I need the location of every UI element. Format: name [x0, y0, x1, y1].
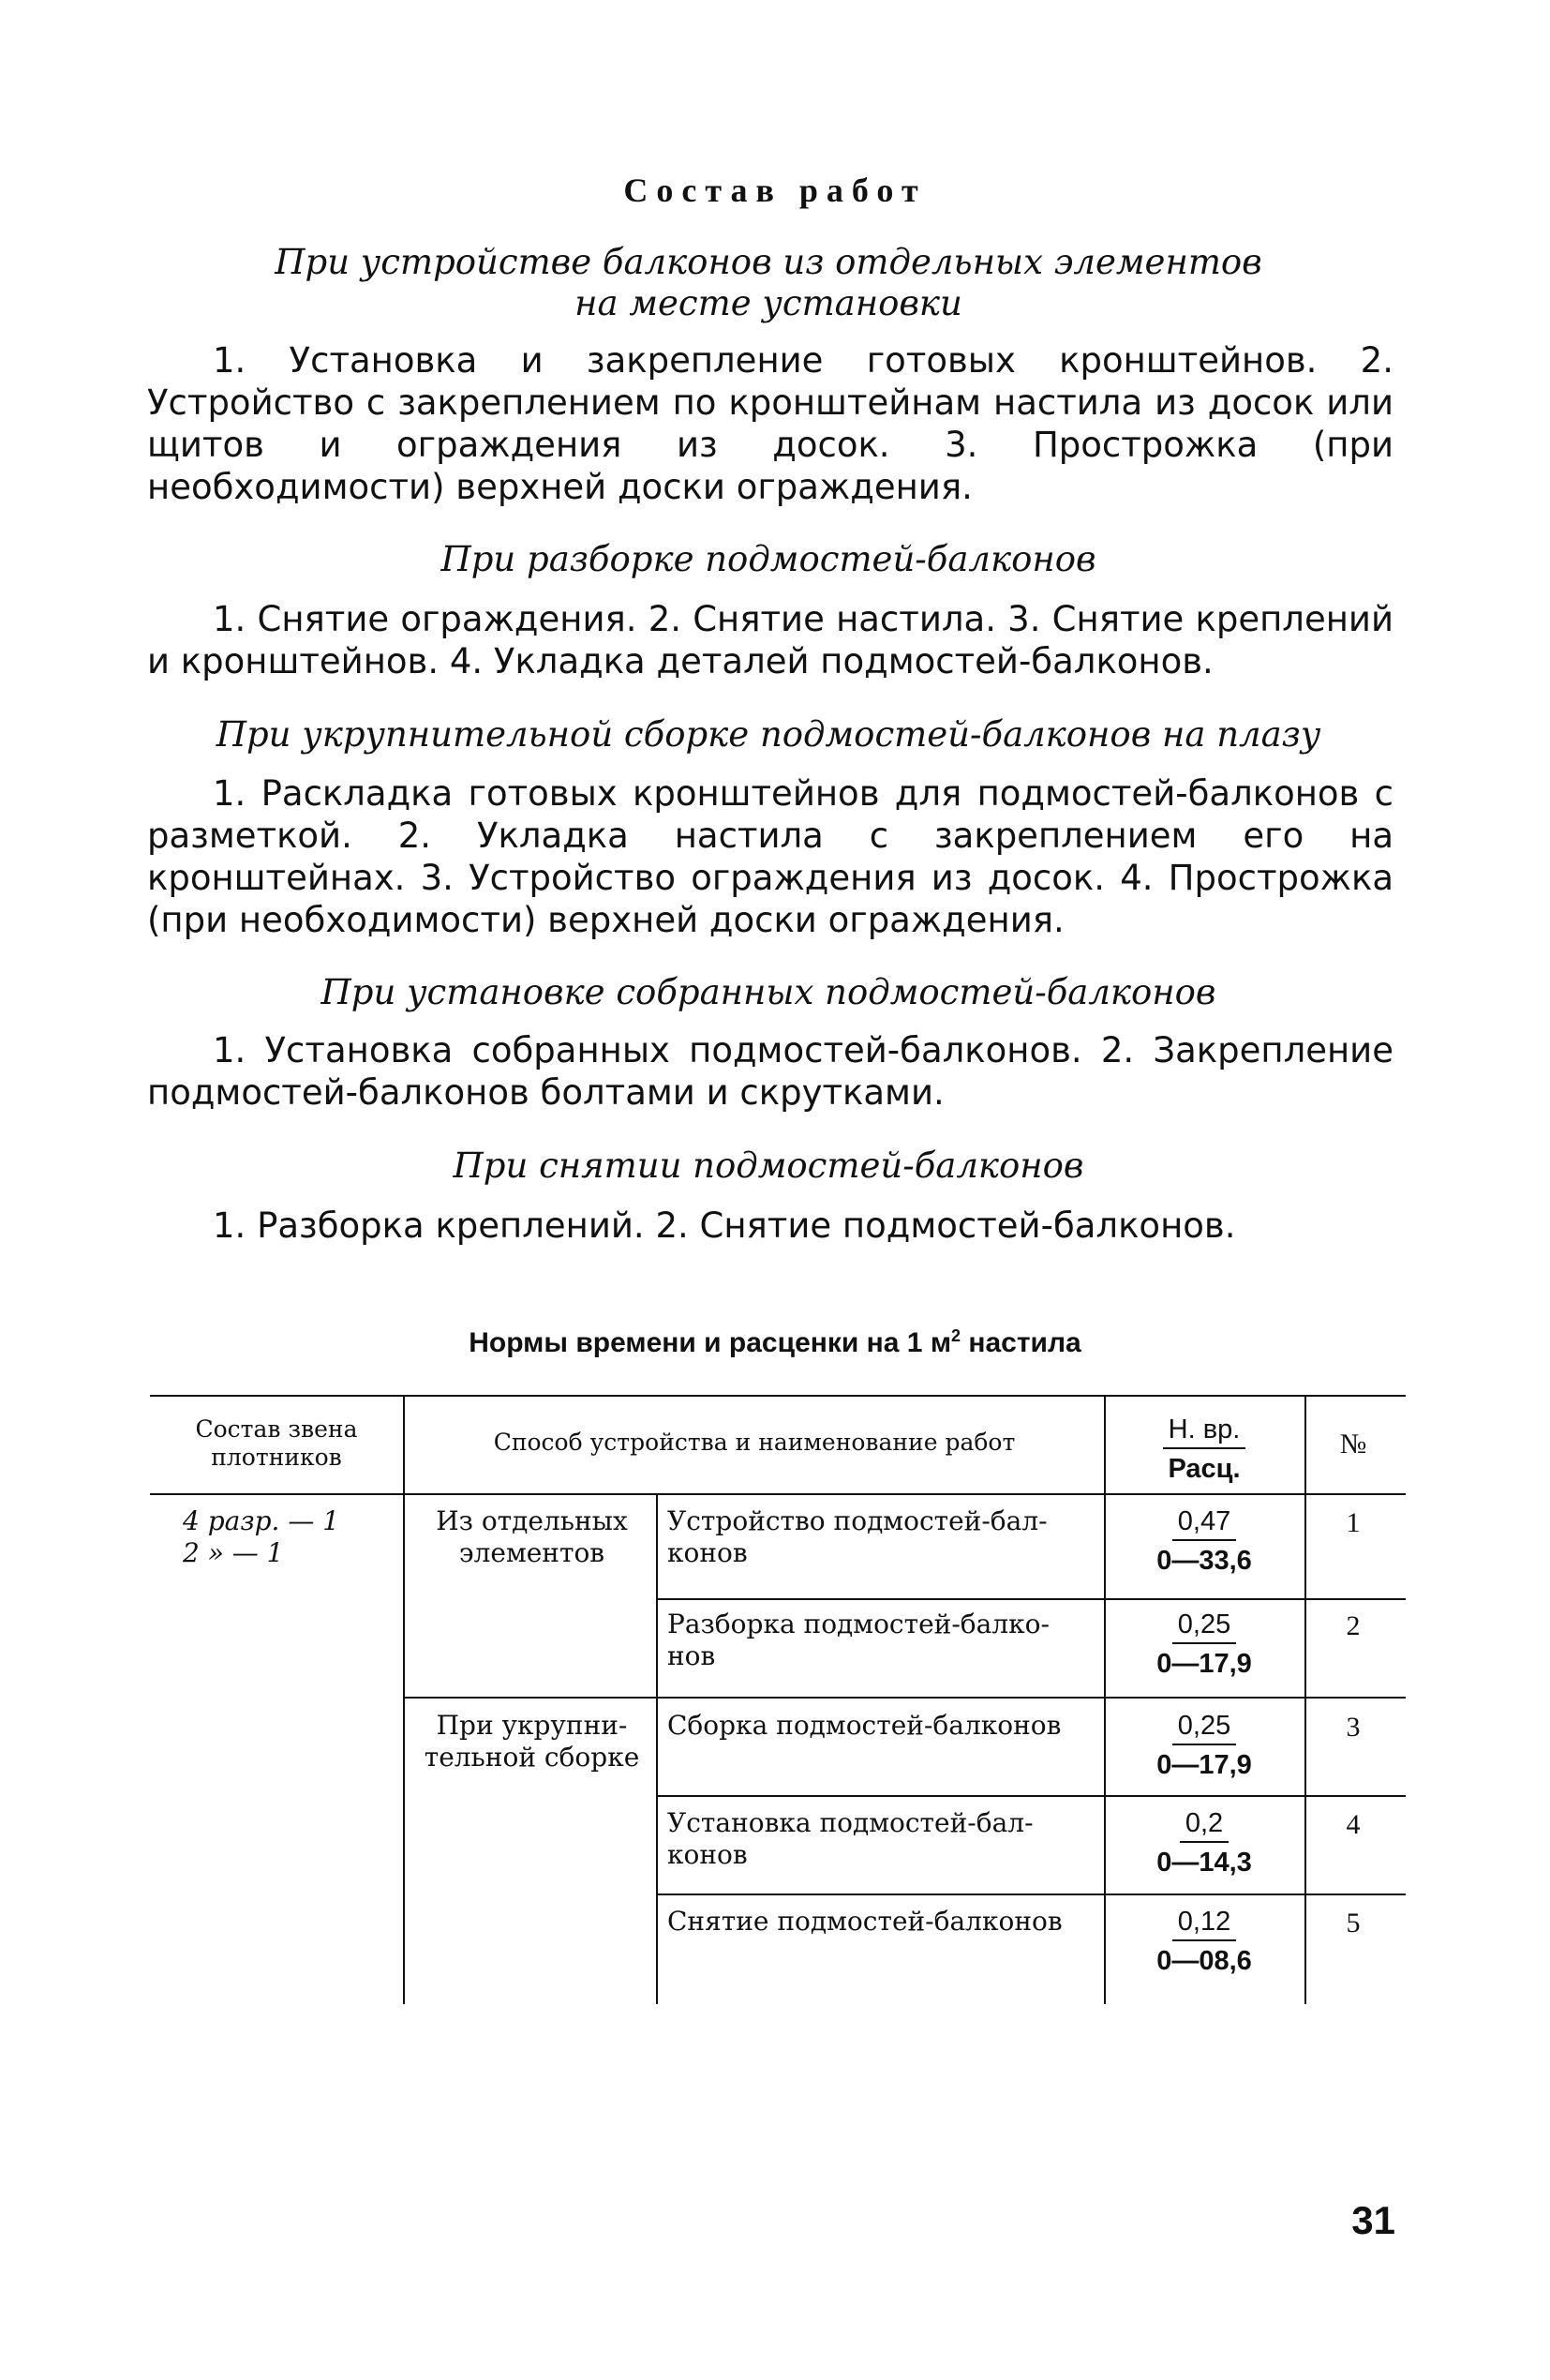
norm-cell: 0,47 0—33,6	[1156, 1506, 1252, 1576]
norm-cell: 0,2 0—14,3	[1156, 1808, 1252, 1878]
work-name: Установка подмостей-бал- конов	[667, 1807, 1034, 1870]
row-number: 1	[1346, 1507, 1361, 1538]
section-text: 1. Установка и закрепление готовых кронштейнов. 2. Устройство с закреплением по кронштейнам настила из досок или щитов и ограждения из досок. 3. Прострожка (при необходимости) верхней доски ограждения.	[147, 340, 1394, 507]
table-rule	[403, 1395, 405, 2004]
section-title	[141, 539, 1396, 580]
section-title-line: При укрупнительной сборке подмостей-балконов на плазу	[216, 714, 1321, 755]
page-heading: Состав работ	[623, 172, 927, 209]
row-number: 2	[1346, 1610, 1361, 1641]
work-name: Разборка подмостей-балко- нов	[667, 1609, 1050, 1671]
section-title-line: При устройстве балконов из отдельных элементов	[275, 242, 1262, 282]
header-method: Способ устройства и наименование работ	[493, 1429, 1016, 1456]
table-rule	[656, 1598, 1406, 1600]
section-title	[141, 714, 1396, 756]
crew-composition: 4 разр. — 1 2 » — 1	[183, 1505, 340, 1568]
page-number: 31	[1351, 2198, 1395, 2242]
section-text: 1. Снятие ограждения. 2. Снятие настила. 3. Снятие креплений и кронштейнов. 4. Укладка деталей подмостей-балконов.	[147, 599, 1394, 681]
section-text: 1. Разборка креплений. 2. Снятие подмостей-балконов.	[213, 1205, 1236, 1246]
norm-cell: 0,25 0—17,9	[1156, 1609, 1252, 1679]
work-name: Сборка подмостей-балконов	[667, 1710, 1062, 1741]
table-caption: Нормы времени и расценки на 1 $м^2$ настила	[469, 1326, 1081, 1358]
section-title-line: на месте установки	[574, 283, 962, 323]
section-title	[141, 972, 1396, 1013]
row-number: 5	[1346, 1908, 1361, 1938]
section-title-line: При снятии подмостей-балконов	[453, 1145, 1084, 1186]
table-rule	[656, 1894, 1406, 1895]
table-rule	[150, 1395, 1406, 1397]
table-rule	[405, 1697, 1406, 1699]
header-num: №	[1339, 1429, 1367, 1459]
norm-cell: 0,12 0—08,6	[1156, 1907, 1252, 1976]
section-title	[141, 242, 1396, 324]
group-label: Из отдельных элементов	[436, 1505, 628, 1568]
row-number: 3	[1346, 1712, 1361, 1743]
header-norm: Н. вр. Расц.	[1106, 1414, 1303, 1485]
header-crew: Состав звена плотников	[195, 1415, 358, 1471]
section-text: 1. Установка собранных подмостей-балконов. 2. Закрепление подмостей-балконов болтами и скрутками.	[147, 1030, 1394, 1113]
norms-table	[150, 1395, 1406, 2004]
section-title-line: При установке собранных подмостей-балконов	[320, 972, 1216, 1012]
table-rule	[150, 1493, 1406, 1495]
group-label: При укрупни- тельной сборке	[424, 1710, 640, 1773]
table-rule	[656, 1795, 1406, 1797]
section-title-line: При разборке подмостей-балконов	[440, 539, 1096, 579]
section-title	[141, 1145, 1396, 1187]
row-number: 4	[1346, 1809, 1361, 1840]
section-text: 1. Раскладка готовых кронштейнов для подмостей-балконов с разметкой. 2. Укладка настила с закреплением его на кронштейнах. 3. Устройство ограждения из досок. 4. Прострожка (при необходимости) верхней доски ограждения.	[147, 773, 1394, 940]
norm-cell: 0,25 0—17,9	[1156, 1711, 1252, 1780]
work-name: Устройство подмостей-бал- конов	[667, 1505, 1048, 1568]
table-rule	[656, 1493, 658, 2004]
work-name: Снятие подмостей-балконов	[667, 1906, 1063, 1937]
